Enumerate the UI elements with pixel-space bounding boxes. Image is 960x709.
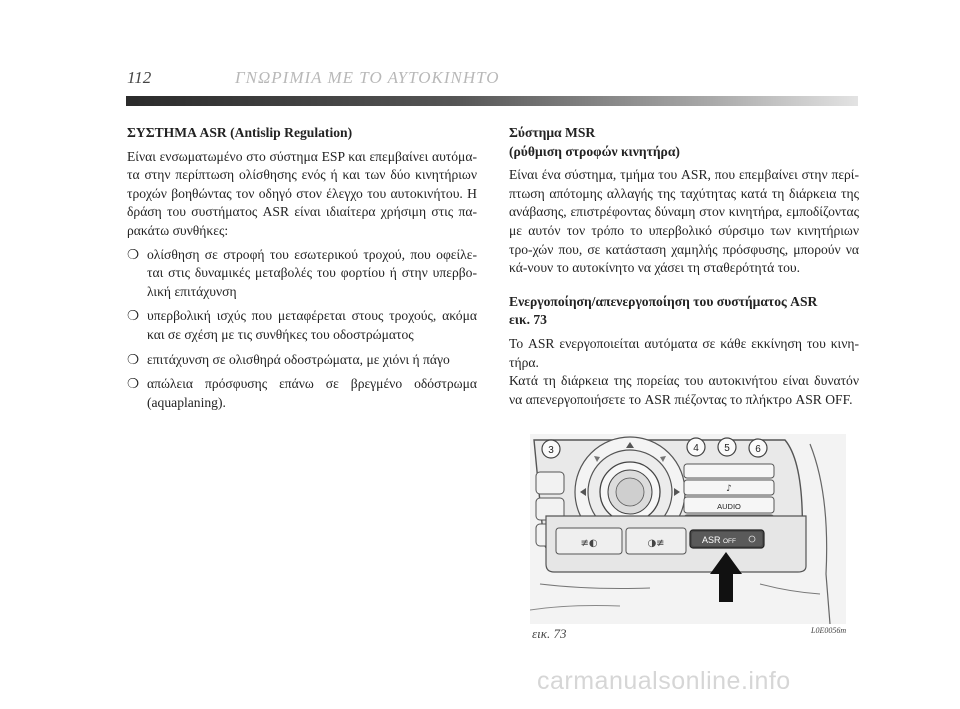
svg-text:≢◐: ≢◐ (580, 538, 598, 549)
page-number: 112 (127, 68, 152, 87)
asr-heading: ΣΥΣΤΗΜΑ ASR (Antislip Regulation) (127, 125, 353, 140)
preset-button-5 (718, 438, 736, 456)
msr-subheading: (ρύθμιση στροφών κινητήρα) (509, 143, 680, 159)
activation-heading: Ενεργοποίηση/απενεργοποίηση του συστήματος ASR (509, 293, 818, 309)
audio-label: AUDIO (717, 502, 741, 511)
watermark: carmanualsonline.info (537, 667, 791, 695)
bullet-marker: ❍ (127, 246, 140, 262)
button-5-label: 5 (724, 443, 730, 454)
asr-off-button (690, 530, 764, 548)
audio-button (684, 497, 774, 513)
bullet-marker: ❍ (127, 351, 140, 367)
bullet-text: υπερβολική ισχύς που μεταφέρεται στους τροχούς, ακόμα και σε σχέση με τις συνθήκες του οδοστρώματος (147, 308, 477, 342)
msr-paragraph: Είναι ένα σύστημα, τμήμα του ASR, που επεμβαίνει στην περί-πτωση απότομης αλλαγής της ταχύτητας κατά τη διάρκεια της ανάβασης, επιστρέφοντας δύναμη στον κινητήρα, εμποδίζοντας με αυτόν τον τρόπο το υπερβολικό σύρσιμο των κινητήριων τρο-χών που, σε κατάσταση χαμηλής πρόσφυσης, μπορούν να κά-νουν το αυτοκίνητο να χάσει τη σταθερότητά του. (509, 167, 859, 276)
voice-button (684, 480, 774, 495)
asr-label: ASR (702, 535, 721, 545)
figure-caption: εικ. 73 (532, 626, 567, 641)
header-bar (126, 96, 858, 106)
fog-light-switch (556, 528, 622, 554)
bullet-text: επιτάχυνση σε ολισθηρά οδοστρώματα, με χιόνι ή πάγο (147, 351, 450, 367)
preset-button-6 (749, 439, 767, 457)
list-item (127, 375, 477, 412)
off-label: OFF (723, 538, 736, 545)
button-4-label: 4 (693, 443, 699, 454)
activation-paragraph-1: Το ASR ενεργοποιείται αυτόματα σε κάθε εκκίνηση του κινη-τήρα. (509, 335, 859, 370)
activation-figure-ref: εικ. 73 (509, 312, 547, 328)
asr-intro-paragraph: Είναι ενσωματωμένο στο σύστημα ESP και επεμβαίνει αυτόμα-τα στην περίπτωση ολίσθησης ενός ή και των δύο κινητήριων τροχών βοηθώντας τον οδηγό στον έλεγχο του αυτοκινήτου. Η δράση του συστήματος ASR είναι ιδιαίτερα χρήσιμη στις πα-ρακάτω συνθήκες: (127, 148, 477, 238)
activation-paragraph-2: Κατά τη διάρκεια της πορείας του αυτοκινήτου είναι δυνατόν να απενεργοποιήσετε το ASR πιέζοντας το πλήκτρο ASR OFF. (509, 373, 859, 407)
chapter-title: ΓΝΩΡΙΜΙΑ ΜΕ ΤΟ ΑΥΤΟΚΙΝΗΤΟ (235, 68, 500, 87)
svg-text:♪: ♪ (726, 484, 732, 494)
dashboard-illustration (530, 434, 846, 624)
dashboard-figure (530, 434, 846, 624)
right-column (509, 124, 859, 414)
svg-text:◑≢: ◑≢ (647, 538, 665, 549)
preset-button-4 (687, 438, 705, 456)
bullet-marker: ❍ (127, 376, 140, 392)
bullet-marker: ❍ (127, 308, 140, 324)
bullet-text: ολίσθηση σε στροφή του εσωτερικού τροχού, που οφείλε-ται στις δυναμικές μεταβολές του φορτίου ή στην υπερβο-λική επιτάχυνση (147, 246, 477, 299)
list-item (127, 246, 477, 302)
list-item (127, 351, 477, 370)
msr-heading: Σύστημα MSR (509, 125, 596, 140)
list-item (127, 307, 477, 344)
figure-code: L0E0056m (811, 626, 847, 635)
button-6-label: 6 (755, 444, 761, 455)
spacer (509, 283, 859, 293)
rear-fog-switch (626, 528, 686, 554)
preset-button-3 (542, 440, 560, 458)
left-column (127, 124, 477, 418)
bullet-text: απώλεια πρόσφυσης επάνω σε βρεγμένο οδόστρωμα (aquaplaning). (147, 376, 477, 410)
button-3-label: 3 (548, 445, 554, 456)
